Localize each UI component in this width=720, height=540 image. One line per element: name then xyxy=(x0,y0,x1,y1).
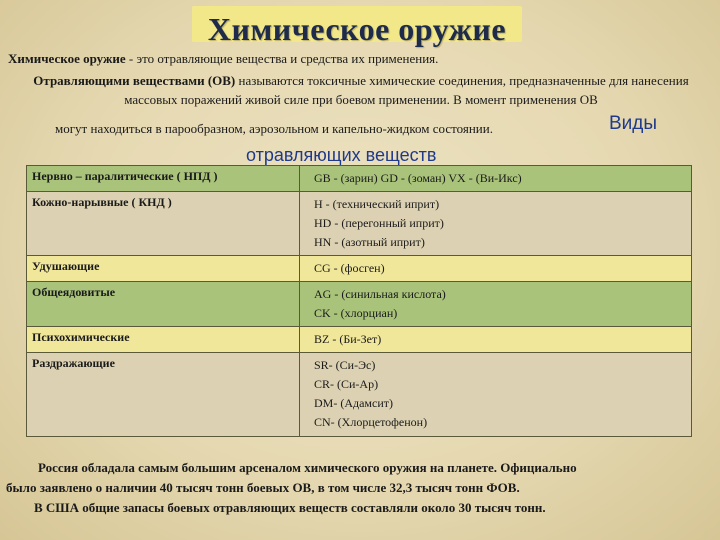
agent-line: SR- (Си-Эс) xyxy=(314,358,376,372)
agent-type-cell: Нервно – паралитические ( НПД ) xyxy=(27,166,300,192)
agents-table xyxy=(26,165,692,437)
intro-paragraph xyxy=(8,51,438,67)
agent-line: CR- (Си-Ар) xyxy=(314,377,379,391)
table-row xyxy=(27,256,692,282)
ov-text: называются токсичные химические соединения, предназначенные для нанесения массовых поражений живой силе при боевом применении. В момент применения ОВ xyxy=(124,73,689,107)
agent-line: BZ - (Би-Зет) xyxy=(314,332,382,346)
agent-line: CG - (фосген) xyxy=(314,261,385,275)
ov-term: Отравляющими веществами (ОВ) xyxy=(33,73,236,88)
table-row xyxy=(27,282,692,327)
agent-line: HD - (перегонный иприт) xyxy=(314,216,444,230)
agent-line: H - (технический иприт) xyxy=(314,197,440,211)
agent-line: DM- (Адамсит) xyxy=(314,396,394,410)
agent-line: AG - (синильная кислота) xyxy=(314,287,446,301)
table-row xyxy=(27,327,692,353)
table-row xyxy=(27,192,692,256)
intro-definition: - это отравляющие вещества и средства их применения. xyxy=(125,51,439,66)
agent-type-cell: Кожно-нарывные ( КНД ) xyxy=(27,192,300,256)
ov-paragraph xyxy=(8,71,714,109)
agent-list-cell xyxy=(300,166,692,192)
summary-line-3: В США общие запасы боевых отравляющих веществ составляли около 30 тысяч тонн. xyxy=(34,500,546,515)
agent-type-cell: Психохимические xyxy=(27,327,300,353)
agent-type-cell: Раздражающие xyxy=(27,353,300,437)
intro-term: Химическое оружие xyxy=(8,51,126,66)
agent-list-cell xyxy=(300,327,692,353)
agent-type-cell: Общеядовитые xyxy=(27,282,300,327)
agent-type-cell: Удушающие xyxy=(27,256,300,282)
summary-paragraph xyxy=(6,458,714,518)
summary-line-2: было заявлено о наличии 40 тысяч тонн боевых ОВ, в том числе 32,3 тысяч тонн ФОВ. xyxy=(6,480,520,495)
agent-line: CN- (Хлорцетофенон) xyxy=(314,415,428,429)
page-title: Химическое оружие xyxy=(207,11,507,47)
agent-list-cell xyxy=(300,353,692,437)
title-banner xyxy=(192,6,522,47)
summary-line-1: Россия обладала самым большим арсеналом химического оружия на планете. Официально xyxy=(38,460,577,475)
agent-list-cell xyxy=(300,282,692,327)
agent-list-cell xyxy=(300,192,692,256)
table-row xyxy=(27,353,692,437)
agent-list-cell xyxy=(300,256,692,282)
agent-line: HN - (азотный иприт) xyxy=(314,235,425,249)
section-heading-part1: Виды xyxy=(609,113,658,134)
section-heading-part2: отравляющих веществ xyxy=(246,145,437,165)
agent-line: GB - (зарин) GD - (зоман) VX - (Ви-Икс) xyxy=(314,171,522,185)
ov-states-text: могут находиться в парообразном, аэрозольном и капельно-жидком состоянии. xyxy=(55,121,493,136)
table-row xyxy=(27,166,692,192)
agent-line: CK - (хлорциан) xyxy=(314,306,398,320)
